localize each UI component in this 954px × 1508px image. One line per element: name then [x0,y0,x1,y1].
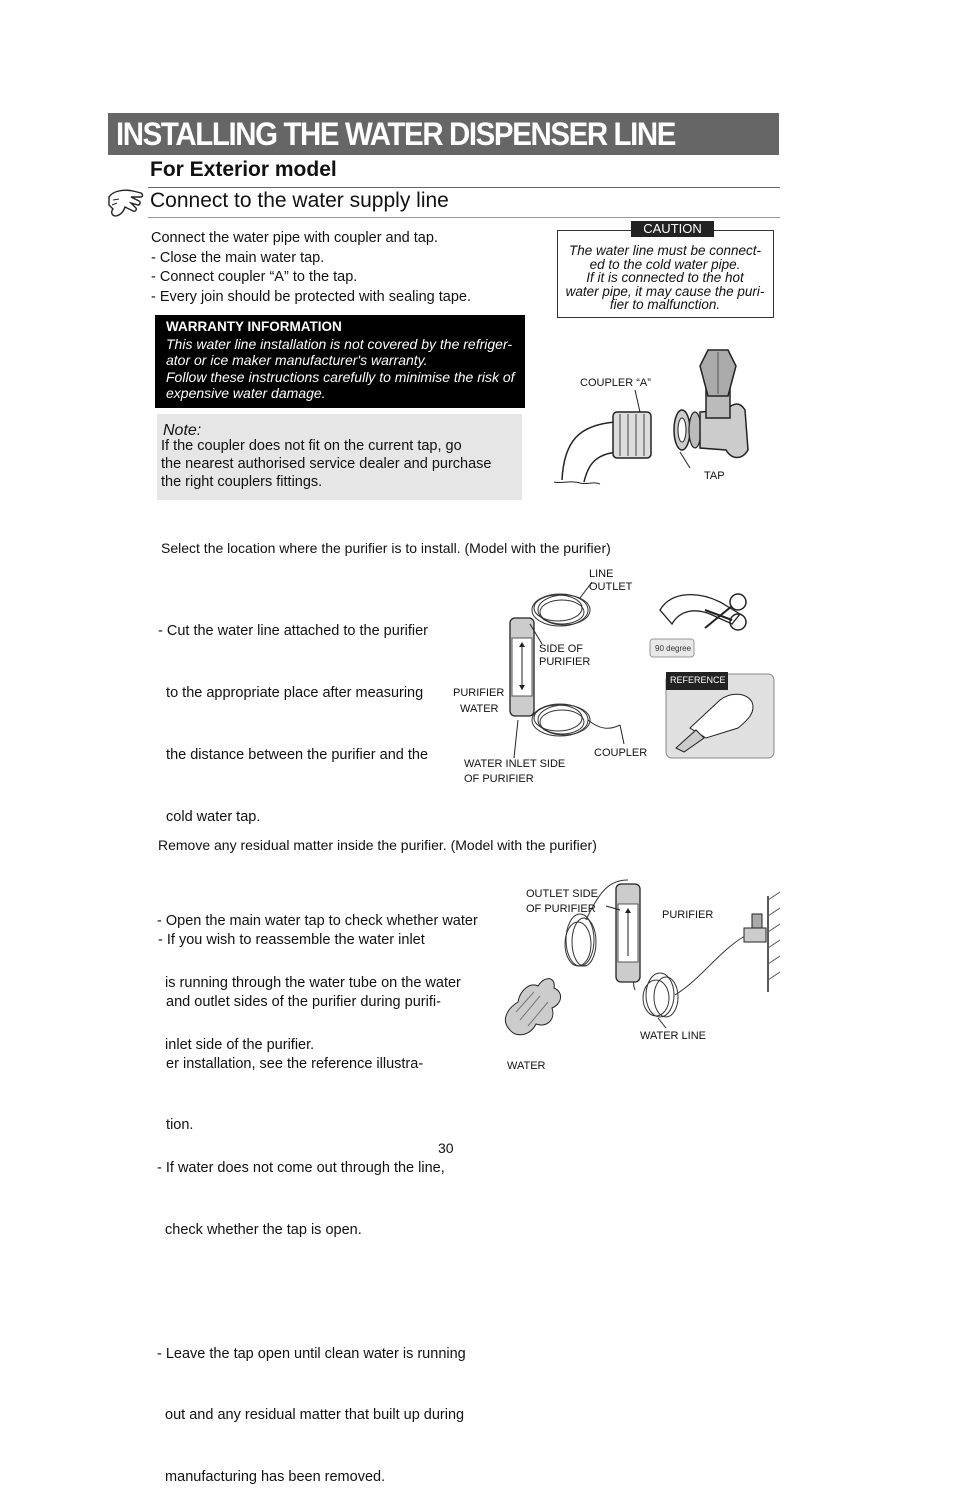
label-line: OUTLET [589,581,633,593]
warranty-line: ator or ice maker manufacturer's warranty. [166,352,428,369]
label-line: OUTLET SIDE [526,888,598,900]
instruction-line [157,1097,478,1118]
reference-label: REFERENCE [670,675,726,685]
instruction-line: tion. [158,1117,194,1134]
note-title: Note: [163,422,202,439]
instruction-line: - If you wish to reassemble the water inlet [158,932,425,949]
residual-text [157,870,478,1508]
instruction-line [157,1282,478,1303]
instruction-line: out and any residual matter that built up during [157,1407,465,1424]
caution-text [559,244,771,312]
warranty-title: WARRANTY INFORMATION [166,319,342,334]
divider [148,217,780,218]
line-outlet-label [589,568,632,594]
label-line: OF PURIFIER [526,903,596,915]
label-line: LINE [589,568,614,580]
model-heading: For Exterior model [150,158,337,181]
page-title: INSTALLING THE WATER DISPENSER LINE [116,116,676,152]
instruction-line: - If water does not come out through the line, [157,1160,445,1177]
instruction-line: the distance between the purifier and the [158,746,429,763]
connect-step: - Every join should be protected with sealing tape. [151,288,471,305]
instruction-line: check whether the tap is open. [157,1222,362,1239]
purifier-label: PURIFIER [662,909,714,921]
page-number: 30 [438,1140,454,1156]
instruction-line: inlet side of the purifier. [157,1036,315,1053]
residual-heading: Remove any residual matter inside the purifier. (Model with the purifier) [158,837,597,853]
label-line: WATER INLET SIDE [464,758,566,770]
instruction-line: - Open the main water tap to check whether water [157,913,478,930]
connect-step: - Connect coupler “A” to the tap. [151,269,358,285]
connect-intro: Connect the water pipe with coupler and tap. [151,230,438,246]
caution-line: ed to the cold water pipe. [589,256,741,272]
note-line: the right couplers fittings. [161,474,323,490]
instruction-line: - Cut the water line attached to the purifier [158,623,429,640]
caution-line: water pipe, it may cause the puri- [565,283,765,299]
section-heading: Connect to the water supply line [150,189,449,212]
caution-line: The water line must be connect- [568,243,762,258]
purifier-water-label [453,687,504,716]
water-line-label: WATER LINE [640,1030,707,1042]
instruction-line: er installation, see the reference illustra- [158,1055,424,1072]
water-inlet-label [464,757,565,787]
note-text [161,437,491,491]
coupler-a-label: COUPLER “A” [580,377,651,389]
warranty-line: Follow these instructions carefully to minimise the risk of [166,368,515,385]
connect-step: - Close the main water tap. [151,249,325,266]
instruction-line: cold water tap. [158,808,261,825]
label-line: SIDE OF [539,643,584,655]
outlet-side-label [526,887,598,917]
degree-label: 90 degree [655,644,692,653]
label-line: PURIFIER [539,656,591,668]
divider [148,187,780,188]
label-line: WATER [460,703,499,715]
caution-line: fier to malfunction. [609,297,721,312]
instruction-line: - Leave the tap open until clean water is running [157,1345,466,1362]
pointing-hand-icon [103,183,147,223]
note-line: the nearest authorised service dealer and purchase [161,456,492,472]
instruction-line: to the appropriate place after measuring [158,684,424,701]
water-label: WATER [507,1060,546,1072]
instruction-line: is running through the water tube on the water [157,974,461,991]
connect-instructions [151,229,471,307]
coupler-label: COUPLER [594,747,648,759]
purifier-cutting-illustration [500,580,790,770]
caution-line: If it is connected to the hot [586,270,744,285]
caution-label: CAUTION [631,221,714,237]
warranty-line: expensive water damage. [166,384,326,401]
tap-label: TAP [704,470,725,482]
instruction-line: and outlet sides of the purifier during purifi- [158,993,441,1010]
note-line: If the coupler does not fit on the current tap, go [161,438,462,454]
instruction-line: manufacturing has been removed. [157,1469,386,1486]
warranty-text [166,336,515,401]
label-line: PURIFIER [453,687,505,699]
purifier-location-heading: Select the location where the purifier is to install. (Model with the purifier) [161,540,611,556]
label-line: OF PURIFIER [464,773,534,785]
warranty-line: This water line installation is not covered by the refriger- [166,336,513,352]
side-of-purifier-label [539,643,590,669]
tap-coupler-illustration [550,340,770,500]
